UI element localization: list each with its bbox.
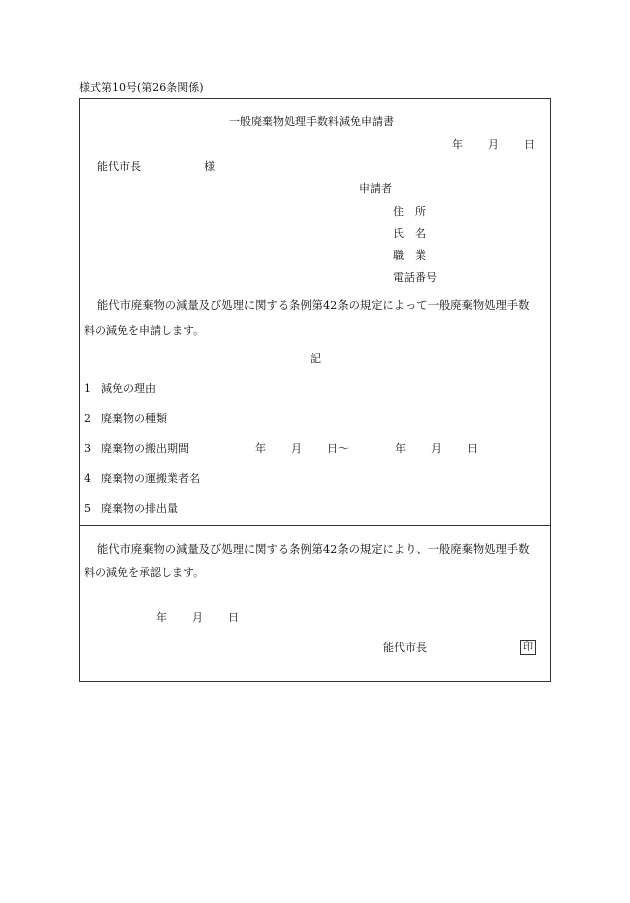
approval-date-day: 日 [228, 611, 239, 624]
applicant-phone-label: 電話番号 [393, 271, 437, 284]
item-label: 減免の理由 [101, 382, 156, 395]
list-item-amount [84, 502, 178, 516]
form-label: 様式第10号(第26条関係) [79, 81, 204, 94]
period-day-from: 日〜 [327, 442, 349, 455]
item-number: 4 [84, 472, 91, 485]
approval-date-month: 月 [192, 611, 203, 624]
applicant-heading: 申請者 [359, 182, 392, 195]
period-month-to: 月 [431, 442, 442, 455]
approval-text-line2: 料の減免を承認します。 [84, 566, 205, 579]
item-label: 廃棄物の搬出期間 [101, 442, 189, 455]
approval-text-line1: 能代市廃棄物の減量及び処理に関する条例第42条の規定により、一般廃棄物処理手数 [97, 543, 530, 556]
approval-date-year: 年 [156, 611, 167, 624]
addressee-honorific: 様 [204, 160, 215, 173]
section-divider [79, 525, 551, 526]
addressee-mayor: 能代市長 [97, 160, 141, 173]
period-year: 年 [255, 442, 266, 455]
item-number: 2 [84, 412, 91, 425]
item-number: 1 [84, 382, 91, 395]
period-year-to: 年 [395, 442, 406, 455]
list-item-period [84, 442, 189, 456]
date-day: 日 [524, 138, 535, 151]
item-label: 廃棄物の種類 [101, 412, 167, 425]
applicant-address-label: 住 所 [393, 205, 426, 218]
list-item-waste-type [84, 412, 167, 426]
item-label: 廃棄物の排出量 [101, 502, 178, 515]
item-label: 廃棄物の運搬業者名 [101, 472, 200, 485]
request-text-line2: 料の減免を申請します。 [84, 324, 205, 337]
request-text-line1: 能代市廃棄物の減量及び処理に関する条例第42条の規定によって一般廃棄物処理手数 [97, 299, 530, 312]
item-number: 5 [84, 502, 91, 515]
record-heading: 記 [310, 352, 321, 365]
period-day-to: 日 [467, 442, 478, 455]
applicant-occupation-label: 職 業 [393, 249, 426, 262]
applicant-name-label: 氏 名 [393, 227, 426, 240]
seal-mark: 印 [520, 640, 536, 655]
period-month: 月 [291, 442, 302, 455]
list-item-reason [84, 382, 156, 396]
form-title: 一般廃棄物処理手数料減免申請書 [229, 115, 394, 128]
date-month: 月 [488, 138, 499, 151]
list-item-carrier [84, 472, 200, 486]
date-year: 年 [452, 138, 463, 151]
approver: 能代市長 [383, 641, 427, 654]
item-number: 3 [84, 442, 91, 455]
